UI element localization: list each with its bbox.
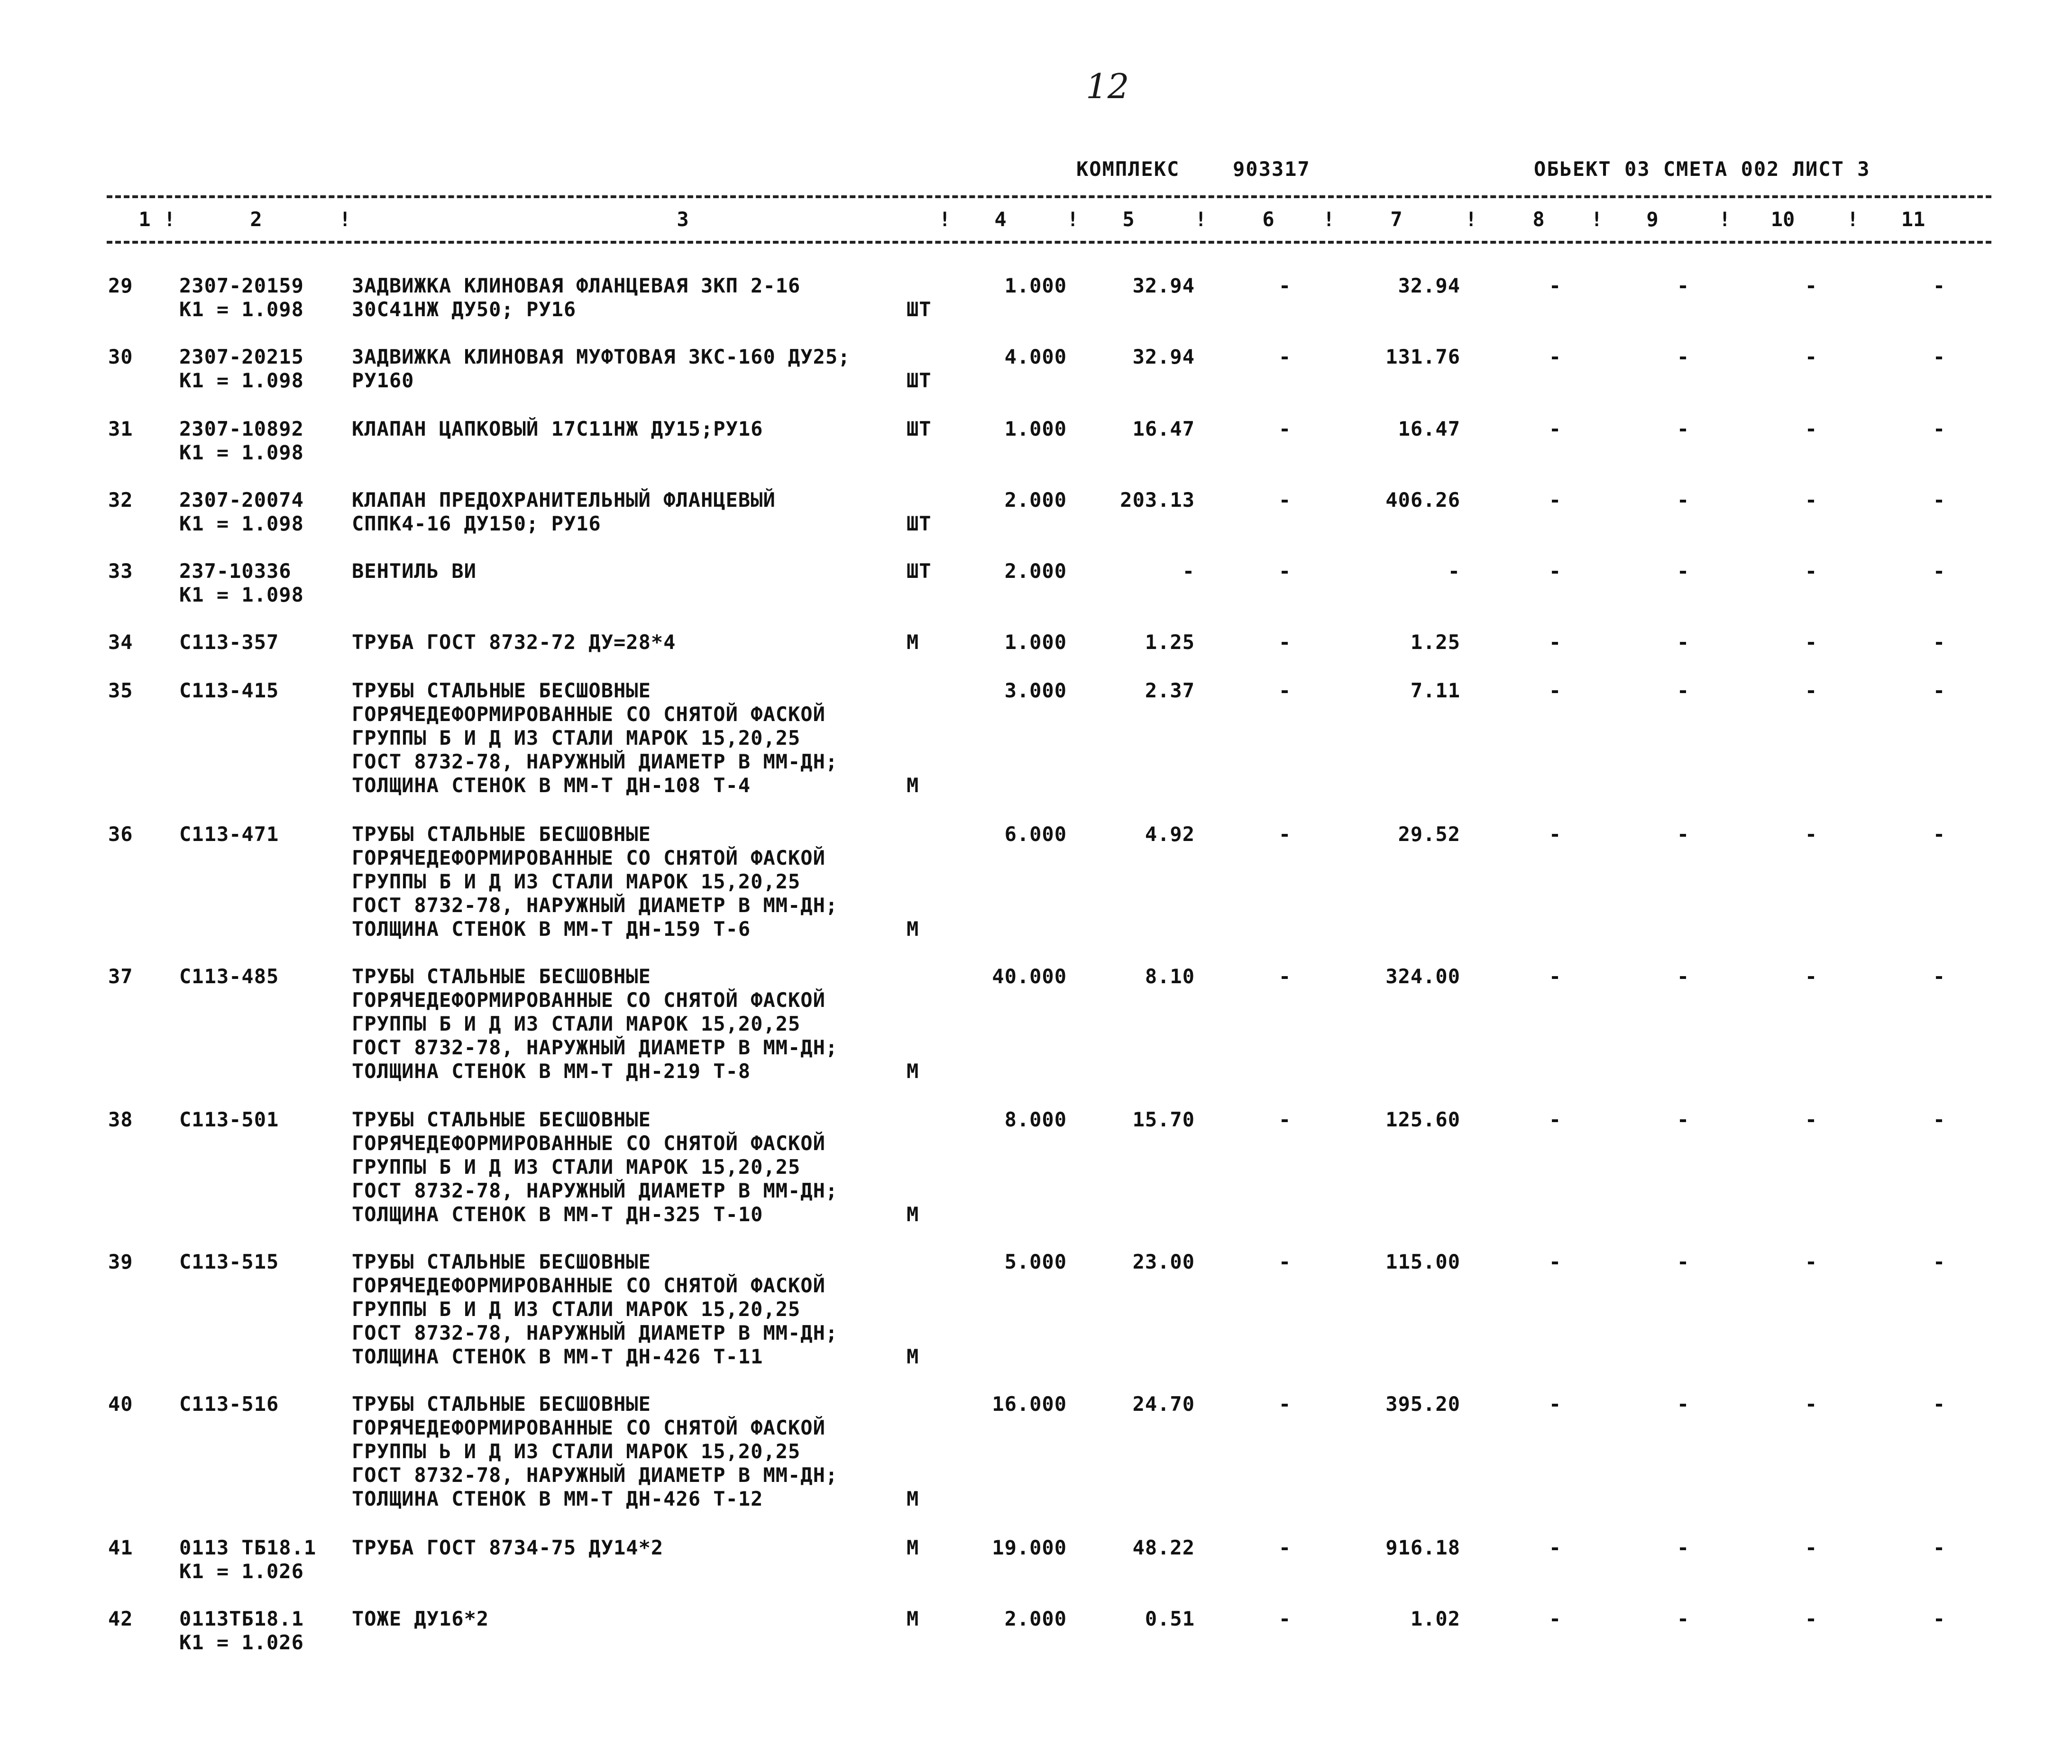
- header-object-sheet: ОБЬЕКТ 03 СМЕТА 002 ЛИСТ 3: [1534, 157, 1870, 181]
- total-cost: 406.26: [1385, 488, 1460, 512]
- quantity: 19.000: [992, 1536, 1067, 1559]
- col-6-value: -: [1278, 488, 1292, 512]
- unit-of-measure: ШТ: [907, 559, 932, 583]
- col-11-value: -: [1933, 1108, 1946, 1131]
- row-number: 29: [108, 274, 133, 297]
- total-cost: 1.02: [1410, 1607, 1460, 1630]
- col-9-value: -: [1677, 1392, 1690, 1416]
- total-cost: 1.25: [1410, 631, 1460, 654]
- item-description: ТРУБЫ СТАЛЬНЫЕ БЕСШОВНЫЕ ГОРЯЧЕДЕФОРМИРОВАННЫЕ СО СНЯТОЙ ФАСКОЙ ГРУППЫ Б И Д ИЗ СТАЛИ МАРОК 15,20,25 ГОСТ 8732-78, НАРУЖНЫЙ ДИАМЕТР В ММ-ДН; ТОЛЩИНА СТЕНОК В ММ-Т ДН-159 Т-6: [352, 823, 838, 941]
- item-code: 0113 ТБ18.1 К1 = 1.026: [179, 1536, 317, 1583]
- item-description: ТРУБЫ СТАЛЬНЫЕ БЕСШОВНЫЕ ГОРЯЧЕДЕФОРМИРОВАННЫЕ СО СНЯТОЙ ФАСКОЙ ГРУППЫ Б И Д ИЗ СТАЛИ МАРОК 15,20,25 ГОСТ 8732-78, НАРУЖНЫЙ ДИАМЕТР В ММ-ДН; ТОЛЩИНА СТЕНОК В ММ-Т ДН-108 Т-4: [352, 679, 838, 797]
- unit-of-measure: М: [907, 774, 919, 797]
- item-code: С113-415: [179, 679, 279, 702]
- column-header: 4: [994, 208, 1007, 231]
- item-description: ВЕНТИЛЬ ВИ: [352, 559, 477, 583]
- col-6-value: -: [1278, 1607, 1292, 1630]
- col-8-value: -: [1549, 1536, 1562, 1559]
- col-9-value: -: [1677, 1250, 1690, 1273]
- item-description: ТРУБЫ СТАЛЬНЫЕ БЕСШОВНЫЕ ГОРЯЧЕДЕФОРМИРОВАННЫЕ СО СНЯТОЙ ФАСКОЙ ГРУППЫ Б И Д ИЗ СТАЛИ МАРОК 15,20,25 ГОСТ 8732-78, НАРУЖНЫЙ ДИАМЕТР В ММ-ДН; ТОЛЩИНА СТЕНОК В ММ-Т ДН-325 Т-10: [352, 1108, 838, 1226]
- column-separator: !: [339, 208, 351, 231]
- header-dashed-rule: [107, 241, 1991, 244]
- col-10-value: -: [1805, 1250, 1818, 1273]
- row-number: 32: [108, 488, 133, 512]
- col-8-value: -: [1549, 965, 1562, 988]
- col-9-value: -: [1677, 488, 1690, 512]
- col-6-value: -: [1278, 1536, 1292, 1559]
- col-9-value: -: [1677, 417, 1690, 440]
- col-6-value: -: [1278, 631, 1292, 654]
- column-separator: !: [164, 208, 176, 231]
- col-10-value: -: [1805, 1607, 1818, 1630]
- col-9-value: -: [1677, 679, 1690, 702]
- col-9-value: -: [1677, 559, 1690, 583]
- top-dashed-rule: [107, 195, 1991, 198]
- col-11-value: -: [1933, 823, 1946, 846]
- unit-price: 32.94: [1132, 274, 1195, 297]
- column-separator: !: [1591, 208, 1603, 231]
- col-11-value: -: [1933, 1536, 1946, 1559]
- col-8-value: -: [1549, 631, 1562, 654]
- col-6-value: -: [1278, 965, 1292, 988]
- col-6-value: -: [1278, 345, 1292, 368]
- col-10-value: -: [1805, 274, 1818, 297]
- total-cost: 131.76: [1385, 345, 1460, 368]
- col-11-value: -: [1933, 417, 1946, 440]
- unit-price: 15.70: [1132, 1108, 1195, 1131]
- col-8-value: -: [1549, 488, 1562, 512]
- col-8-value: -: [1549, 1607, 1562, 1630]
- col-6-value: -: [1278, 1108, 1292, 1131]
- item-code: 2307-20159 К1 = 1.098: [179, 274, 304, 321]
- page-number: 12: [1086, 66, 1129, 106]
- unit-price: 48.22: [1132, 1536, 1195, 1559]
- quantity: 16.000: [992, 1392, 1067, 1416]
- item-code: С113-357: [179, 631, 279, 654]
- quantity: 5.000: [1004, 1250, 1067, 1273]
- unit-of-measure: М: [907, 1536, 919, 1559]
- col-11-value: -: [1933, 1392, 1946, 1416]
- unit-of-measure: ШТ: [907, 417, 932, 440]
- total-cost: 916.18: [1385, 1536, 1460, 1559]
- col-8-value: -: [1549, 274, 1562, 297]
- total-cost: 125.60: [1385, 1108, 1460, 1131]
- item-code: С113-471: [179, 823, 279, 846]
- col-10-value: -: [1805, 823, 1818, 846]
- column-header: 7: [1390, 208, 1403, 231]
- quantity: 2.000: [1004, 1607, 1067, 1630]
- row-number: 38: [108, 1108, 133, 1131]
- unit-of-measure: М: [907, 917, 919, 941]
- row-number: 34: [108, 631, 133, 654]
- quantity: 1.000: [1004, 274, 1067, 297]
- col-11-value: -: [1933, 965, 1946, 988]
- col-9-value: -: [1677, 1108, 1690, 1131]
- item-description: ТОЖЕ ДУ16*2: [352, 1607, 489, 1630]
- item-description: ТРУБА ГОСТ 8734-75 ДУ14*2: [352, 1536, 664, 1559]
- column-separator: !: [939, 208, 951, 231]
- item-description: ЗАДВИЖКА КЛИНОВАЯ МУФТОВАЯ ЗКС-160 ДУ25; РУ160: [352, 345, 851, 392]
- item-description: ЗАДВИЖКА КЛИНОВАЯ ФЛАНЦЕВАЯ ЗКП 2-16 30С41НЖ ДУ50; РУ16: [352, 274, 801, 321]
- row-number: 42: [108, 1607, 133, 1630]
- col-6-value: -: [1278, 417, 1292, 440]
- quantity: 8.000: [1004, 1108, 1067, 1131]
- col-8-value: -: [1549, 345, 1562, 368]
- col-8-value: -: [1549, 1392, 1562, 1416]
- col-9-value: -: [1677, 274, 1690, 297]
- item-description: ТРУБЫ СТАЛЬНЫЕ БЕСШОВНЫЕ ГОРЯЧЕДЕФОРМИРОВАННЫЕ СО СНЯТОЙ ФАСКОЙ ГРУППЫ Ь И Д ИЗ СТАЛИ МАРОК 15,20,25 ГОСТ 8732-78, НАРУЖНЫЙ ДИАМЕТР В ММ-ДН; ТОЛЩИНА СТЕНОК В ММ-Т ДН-426 Т-12: [352, 1392, 838, 1510]
- unit-of-measure: ШТ: [907, 512, 932, 535]
- quantity: 4.000: [1004, 345, 1067, 368]
- total-cost: 32.94: [1398, 274, 1460, 297]
- unit-of-measure: М: [907, 1607, 919, 1630]
- col-9-value: -: [1677, 1607, 1690, 1630]
- col-10-value: -: [1805, 631, 1818, 654]
- col-8-value: -: [1549, 823, 1562, 846]
- header-complex-label: КОМПЛЕКС: [1076, 157, 1180, 181]
- quantity: 1.000: [1004, 417, 1067, 440]
- total-cost: 324.00: [1385, 965, 1460, 988]
- unit-price: 0.51: [1145, 1607, 1195, 1630]
- column-separator: !: [1323, 208, 1335, 231]
- item-description: ТРУБА ГОСТ 8732-72 ДУ=28*4: [352, 631, 676, 654]
- total-cost: -: [1448, 559, 1460, 583]
- col-10-value: -: [1805, 345, 1818, 368]
- col-8-value: -: [1549, 417, 1562, 440]
- col-6-value: -: [1278, 1392, 1292, 1416]
- item-description: ТРУБЫ СТАЛЬНЫЕ БЕСШОВНЫЕ ГОРЯЧЕДЕФОРМИРОВАННЫЕ СО СНЯТОЙ ФАСКОЙ ГРУППЫ Б И Д ИЗ СТАЛИ МАРОК 15,20,25 ГОСТ 8732-78, НАРУЖНЫЙ ДИАМЕТР В ММ-ДН; ТОЛЩИНА СТЕНОК В ММ-Т ДН-426 Т-11: [352, 1250, 838, 1368]
- item-code: С113-501: [179, 1108, 279, 1131]
- column-header: 5: [1122, 208, 1135, 231]
- col-10-value: -: [1805, 1536, 1818, 1559]
- total-cost: 395.20: [1385, 1392, 1460, 1416]
- col-6-value: -: [1278, 679, 1292, 702]
- col-10-value: -: [1805, 417, 1818, 440]
- quantity: 3.000: [1004, 679, 1067, 702]
- item-description: КЛАПАН ПРЕДОХРАНИТЕЛЬНЫЙ ФЛАНЦЕВЫЙ СППК4-16 ДУ150; РУ16: [352, 488, 776, 535]
- item-code: 237-10336 К1 = 1.098: [179, 559, 304, 606]
- column-header: 9: [1646, 208, 1659, 231]
- column-separator: !: [1465, 208, 1477, 231]
- row-number: 31: [108, 417, 133, 440]
- item-description: КЛАПАН ЦАПКОВЫЙ 17С11НЖ ДУ15;РУ16: [352, 417, 763, 440]
- col-9-value: -: [1677, 345, 1690, 368]
- unit-of-measure: М: [907, 1487, 919, 1510]
- col-6-value: -: [1278, 559, 1292, 583]
- item-code: 2307-20215 К1 = 1.098: [179, 345, 304, 392]
- unit-price: -: [1182, 559, 1195, 583]
- header-complex-value: 903317: [1233, 157, 1311, 181]
- col-6-value: -: [1278, 1250, 1292, 1273]
- column-separator: !: [1195, 208, 1207, 231]
- column-header: 2: [250, 208, 262, 231]
- unit-of-measure: М: [907, 631, 919, 654]
- column-header: 10: [1770, 208, 1795, 231]
- col-8-value: -: [1549, 1250, 1562, 1273]
- col-11-value: -: [1933, 631, 1946, 654]
- col-8-value: -: [1549, 559, 1562, 583]
- unit-of-measure: ШТ: [907, 298, 932, 321]
- item-code: 2307-20074 К1 = 1.098: [179, 488, 304, 535]
- column-header: 3: [677, 208, 689, 231]
- col-6-value: -: [1278, 823, 1292, 846]
- col-11-value: -: [1933, 559, 1946, 583]
- col-10-value: -: [1805, 559, 1818, 583]
- col-10-value: -: [1805, 1392, 1818, 1416]
- col-9-value: -: [1677, 1536, 1690, 1559]
- unit-of-measure: ШТ: [907, 369, 932, 392]
- item-code: С113-515: [179, 1250, 279, 1273]
- unit-of-measure: М: [907, 1203, 919, 1226]
- col-11-value: -: [1933, 1250, 1946, 1273]
- item-code: С113-516: [179, 1392, 279, 1416]
- row-number: 39: [108, 1250, 133, 1273]
- unit-of-measure: М: [907, 1060, 919, 1083]
- row-number: 40: [108, 1392, 133, 1416]
- unit-price: 8.10: [1145, 965, 1195, 988]
- quantity: 1.000: [1004, 631, 1067, 654]
- col-11-value: -: [1933, 488, 1946, 512]
- column-header: 8: [1532, 208, 1545, 231]
- row-number: 35: [108, 679, 133, 702]
- total-cost: 16.47: [1398, 417, 1460, 440]
- col-10-value: -: [1805, 965, 1818, 988]
- item-code: 2307-10892 К1 = 1.098: [179, 417, 304, 464]
- quantity: 40.000: [992, 965, 1067, 988]
- total-cost: 115.00: [1385, 1250, 1460, 1273]
- column-separator: !: [1067, 208, 1079, 231]
- quantity: 2.000: [1004, 488, 1067, 512]
- column-header: 11: [1901, 208, 1925, 231]
- item-code: С113-485: [179, 965, 279, 988]
- col-8-value: -: [1549, 679, 1562, 702]
- col-6-value: -: [1278, 274, 1292, 297]
- column-separator: !: [1719, 208, 1731, 231]
- total-cost: 7.11: [1410, 679, 1460, 702]
- col-10-value: -: [1805, 488, 1818, 512]
- item-code: 0113ТБ18.1 К1 = 1.026: [179, 1607, 304, 1654]
- column-separator: !: [1847, 208, 1859, 231]
- unit-of-measure: М: [907, 1345, 919, 1368]
- unit-price: 23.00: [1132, 1250, 1195, 1273]
- col-11-value: -: [1933, 1607, 1946, 1630]
- col-9-value: -: [1677, 823, 1690, 846]
- row-number: 41: [108, 1536, 133, 1559]
- quantity: 2.000: [1004, 559, 1067, 583]
- row-number: 33: [108, 559, 133, 583]
- col-9-value: -: [1677, 965, 1690, 988]
- col-9-value: -: [1677, 631, 1690, 654]
- row-number: 37: [108, 965, 133, 988]
- col-11-value: -: [1933, 345, 1946, 368]
- row-number: 36: [108, 823, 133, 846]
- col-10-value: -: [1805, 679, 1818, 702]
- unit-price: 4.92: [1145, 823, 1195, 846]
- unit-price: 24.70: [1132, 1392, 1195, 1416]
- column-header: 6: [1262, 208, 1274, 231]
- column-header: 1: [138, 208, 151, 231]
- unit-price: 2.37: [1145, 679, 1195, 702]
- unit-price: 32.94: [1132, 345, 1195, 368]
- col-8-value: -: [1549, 1108, 1562, 1131]
- unit-price: 203.13: [1120, 488, 1195, 512]
- quantity: 6.000: [1004, 823, 1067, 846]
- col-11-value: -: [1933, 679, 1946, 702]
- unit-price: 16.47: [1132, 417, 1195, 440]
- unit-price: 1.25: [1145, 631, 1195, 654]
- col-10-value: -: [1805, 1108, 1818, 1131]
- col-11-value: -: [1933, 274, 1946, 297]
- row-number: 30: [108, 345, 133, 368]
- item-description: ТРУБЫ СТАЛЬНЫЕ БЕСШОВНЫЕ ГОРЯЧЕДЕФОРМИРОВАННЫЕ СО СНЯТОЙ ФАСКОЙ ГРУППЫ Б И Д ИЗ СТАЛИ МАРОК 15,20,25 ГОСТ 8732-78, НАРУЖНЫЙ ДИАМЕТР В ММ-ДН; ТОЛЩИНА СТЕНОК В ММ-Т ДН-219 Т-8: [352, 965, 838, 1083]
- total-cost: 29.52: [1398, 823, 1460, 846]
